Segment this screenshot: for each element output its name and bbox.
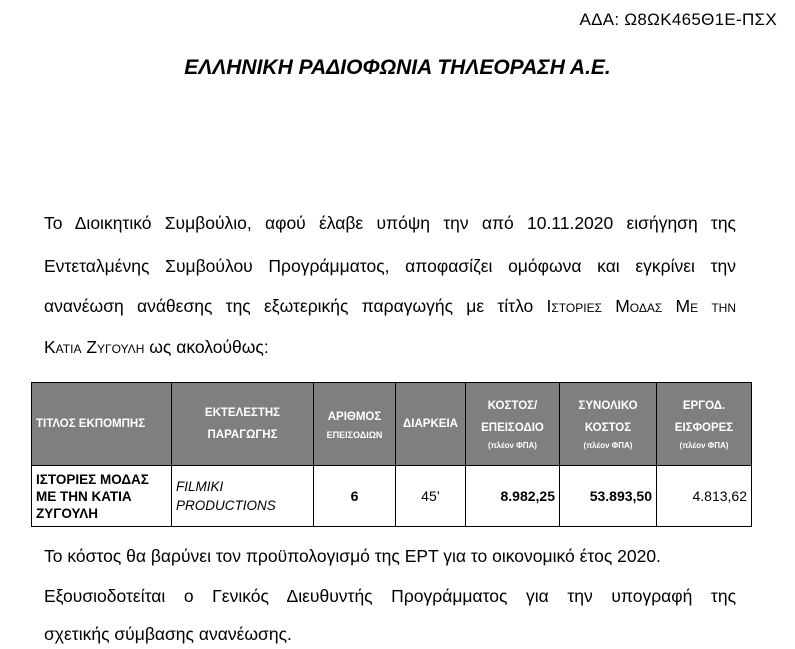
closing-line-2: Εξουσιοδοτείται ο Γενικός Διευθυντής Προγράμματος για την υπογραφή της: [44, 586, 736, 606]
program-title-part-1: Ιστοριες Μοδας Με την: [546, 296, 736, 316]
header-total-cost: [560, 383, 657, 466]
intro-line-4: [44, 337, 736, 358]
table-header-row: [32, 383, 752, 466]
header-executor-line-2: ΠΑΡΑΓΩΓΗΣ: [207, 429, 278, 441]
cell-executor-line-2: PRODUCTIONS: [176, 498, 276, 513]
header-contributions: [657, 383, 752, 466]
header-executor-line-1: ΕΚΤΕΛΕΣΤΗΣ: [204, 407, 281, 419]
header-episodes-line-2: ΕΠΕΙΣΟΔΙΩΝ: [326, 430, 383, 440]
header-contrib-note: (πλέον ΦΠΑ): [679, 441, 729, 450]
intro-line-3: [44, 296, 736, 317]
header-total-note: (πλέον ΦΠΑ): [583, 441, 633, 450]
header-contrib-line-1: ΕΡΓΟΔ.: [682, 400, 726, 412]
cell-executor: [172, 466, 314, 527]
production-table: [31, 382, 752, 527]
intro-line-4-text: ως ακολούθως:: [144, 337, 269, 357]
cell-duration: 45’: [396, 466, 466, 527]
cell-title-line-2: ΜΕ ΤΗΝ ΚΑΤΙΑ: [36, 488, 132, 504]
header-executor: [172, 383, 314, 466]
cell-title-line-1: ΙΣΤΟΡΙΕΣ ΜΟΔΑΣ: [36, 471, 149, 487]
header-total-line-1: ΣΥΝΟΛΙΚΟ: [578, 400, 638, 412]
cell-contributions: 4.813,62: [657, 466, 752, 527]
header-episodes-line-1: ΑΡΙΘΜΟΣ: [327, 411, 382, 423]
cell-title-line-3: ΖΥΓΟΥΛΗ: [36, 505, 99, 521]
header-total-line-2: ΚΟΣΤΟΣ: [584, 422, 632, 434]
intro-line-1: Το Διοικητικό Συμβούλιο, αφού έλαβε υπόψη την από 10.11.2020 εισήγηση της: [44, 213, 736, 233]
header-contrib-line-2: ΕΙΣΦΟΡΕΣ: [674, 422, 734, 434]
organization-title: ΕΛΛΗΝΙΚΗ ΡΑΔΙΟΦΩΝΙΑ ΤΗΛΕΟΡΑΣΗ Α.Ε.: [184, 56, 611, 79]
cell-total-cost: 53.893,50: [560, 466, 657, 527]
table-row: [32, 466, 752, 527]
closing-line-1: Το κόστος θα βαρύνει τον προϋπολογισμό της ΕΡΤ για το οικονομικό έτος 2020.: [44, 546, 661, 566]
header-cost-line-1: ΚΟΣΤΟΣ/: [487, 400, 538, 412]
ada-code: ΑΔΑ: Ω8ΩΚ465Θ1Ε-ΠΣΧ: [579, 10, 777, 29]
intro-line-2: Εντεταλμένης Συμβούλου Προγράμματος, αποφασίζει ομόφωνα και εγκρίνει την: [44, 256, 736, 276]
cell-executor-line-1: FILMIKI: [176, 479, 224, 494]
header-cost-note: (πλέον ΦΠΑ): [488, 441, 537, 450]
header-duration: ΔΙΑΡΚΕΙΑ: [396, 383, 466, 466]
intro-line-3-text: ανανέωση ανάθεσης της εξωτερικής παραγωγής με τίτλο: [44, 296, 547, 316]
cell-episodes: 6: [314, 466, 396, 527]
header-episodes: [314, 383, 396, 466]
cell-program-title: [32, 466, 172, 527]
header-cost-line-2: ΕΠΕΙΣΟΔΙΟ: [481, 422, 544, 434]
program-title-part-2: Κατια Ζυγουλη: [44, 337, 145, 357]
cell-cost-per-episode: 8.982,25: [466, 466, 560, 527]
header-cost-per-episode: [466, 383, 560, 466]
closing-line-3: σχετικής σύμβασης ανανέωσης.: [44, 624, 292, 644]
header-title: ΤΙΤΛΟΣ ΕΚΠΟΜΠΗΣ: [32, 383, 172, 466]
